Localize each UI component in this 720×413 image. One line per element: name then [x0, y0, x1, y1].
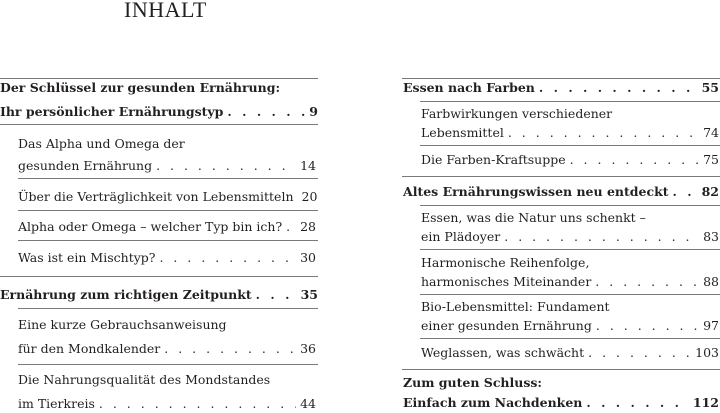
entry-label: Ernährung zum richtigen Zeitpunkt [0, 287, 252, 302]
page-number: 75 [703, 152, 719, 167]
entry-label: Weglassen, was schwächt [421, 345, 585, 360]
page-number: 36 [300, 341, 316, 356]
entry-label: Farbwirkungen verschiedener [421, 106, 613, 121]
toc-entry [18, 189, 316, 204]
divider [18, 210, 318, 211]
page-number: 44 [300, 396, 316, 411]
dot-leader [164, 341, 296, 356]
page-number: 82 [701, 184, 719, 199]
divider [402, 369, 720, 370]
toc-entry [18, 158, 316, 173]
dot-leader [99, 396, 296, 411]
divider [0, 124, 318, 125]
divider [0, 78, 318, 79]
toc-entry [421, 318, 719, 333]
divider [18, 178, 318, 179]
toc-entry-section [403, 395, 719, 410]
page-number: 88 [703, 274, 719, 289]
divider [18, 364, 318, 365]
dot-leader [570, 152, 699, 167]
toc-entry-section [403, 184, 719, 199]
page-number: 28 [300, 219, 316, 234]
entry-label: Altes Ernährungswissen neu entdeckt [403, 184, 669, 199]
entry-label: Eine kurze Gebrauchsanweisung [18, 317, 227, 332]
entry-label: Das Alpha und Omega der [18, 136, 185, 151]
toc-entry [421, 152, 719, 167]
entry-label: Die Nahrungsqualität des Mondstandes [18, 372, 271, 387]
dot-leader [256, 287, 297, 302]
divider [0, 276, 318, 277]
page-number: 112 [692, 395, 719, 410]
dot-leader [539, 80, 698, 95]
toc-entry-section [403, 80, 719, 95]
entry-label: gesunden Ernährung [18, 158, 153, 173]
page-number: 103 [695, 345, 719, 360]
toc-entry [421, 229, 719, 244]
divider [420, 294, 720, 295]
dot-leader [595, 274, 699, 289]
dot-leader [508, 125, 699, 140]
entry-label: Bio-Lebensmittel: Fundament [421, 299, 610, 314]
dot-leader [586, 395, 689, 410]
divider [18, 308, 318, 309]
entry-label: einer gesunden Ernährung [421, 318, 592, 333]
divider [420, 101, 720, 102]
entry-label: Alpha oder Omega – welcher Typ bin ich? [18, 219, 283, 234]
entry-label: im Tierkreis [18, 396, 95, 411]
page-number: 9 [309, 104, 318, 119]
toc-entry [421, 274, 719, 289]
divider [420, 145, 720, 146]
dot-leader [673, 184, 698, 199]
section-title: Der Schlüssel zur gesunden Ernährung: [0, 80, 281, 95]
page-number: 20 [301, 189, 318, 204]
divider [18, 240, 318, 241]
toc-entry [18, 396, 316, 411]
toc-entry [18, 219, 316, 234]
page-number: 55 [701, 80, 719, 95]
page-number: 14 [300, 158, 316, 173]
toc-entry-section [0, 104, 318, 119]
page-title: INHALT [124, 0, 207, 22]
entry-label: Harmonische Reihenfolge, [421, 255, 590, 270]
divider [420, 205, 720, 206]
toc-entry [18, 250, 316, 265]
divider [420, 249, 720, 250]
entry-label: Was ist ein Mischtyp? [18, 250, 156, 265]
entry-label: Essen nach Farben [403, 80, 535, 95]
dot-leader [227, 104, 305, 119]
dot-leader [596, 318, 699, 333]
toc-entry [18, 341, 316, 356]
dot-leader [504, 229, 699, 244]
dot-leader [159, 250, 296, 265]
divider [420, 338, 720, 339]
divider [402, 78, 720, 79]
section-title: Zum guten Schluss: [403, 375, 543, 390]
entry-label: für den Mondkalender [18, 341, 161, 356]
toc-entry [421, 125, 719, 140]
entry-label: ein Plädoyer [421, 229, 501, 244]
dot-leader [588, 345, 691, 360]
dot-leader [156, 158, 296, 173]
entry-label: Einfach zum Nachdenken [403, 395, 583, 410]
entry-label: harmonisches Miteinander [421, 274, 592, 289]
page-number: 97 [703, 318, 719, 333]
page-number: 30 [300, 250, 316, 265]
dot-leader [286, 219, 296, 234]
divider [402, 176, 720, 177]
entry-label: Über die Verträglichkeit von Lebensmitteln [18, 189, 294, 204]
entry-label: Ihr persönlicher Ernährungstyp [0, 104, 224, 119]
entry-label: Die Farben-Kraftsuppe [421, 152, 566, 167]
toc-entry [421, 345, 719, 360]
entry-label: Essen, was die Natur uns schenkt – [421, 210, 646, 225]
toc-entry-section [0, 287, 318, 302]
page-number: 35 [300, 287, 318, 302]
page-number: 83 [703, 229, 719, 244]
entry-label: Lebensmittel [421, 125, 504, 140]
page-number: 74 [703, 125, 719, 140]
